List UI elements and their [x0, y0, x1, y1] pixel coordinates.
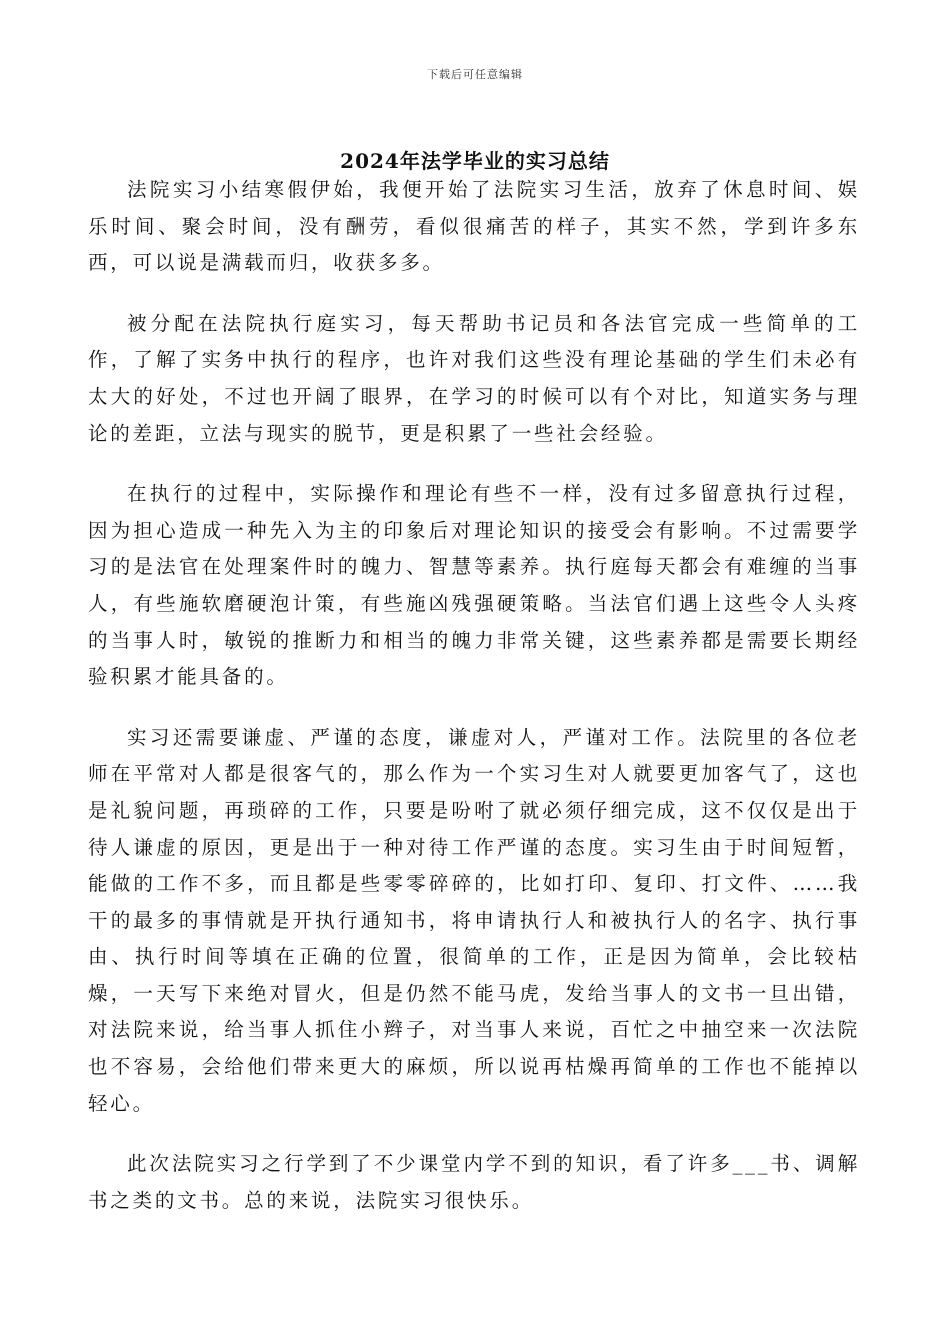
paragraph-2: 被分配在法院执行庭实习，每天帮助书记员和各法官完成一些简单的工作，了解了实务中执行的程序，也许对我们这些没有理论基础的学生们未必有太大的好处，不过也开阔了眼界，在学习的时候可以有个对比，知道实务与理论的差距，立法与现实的脱节，更是积累了一些社会经验。 [88, 311, 860, 445]
paragraph-4: 实习还需要谦虚、严谨的态度，谦虚对人，严谨对工作。法院里的各位老师在平常对人都是很客气的，那么作为一个实习生对人就要更加客气了，这也是礼貌问题，再琐碎的工作，只要是吩咐了就必须仔细完成，这不仅仅是出于待人谦虚的原因，更是出于一种对待工作严谨的态度。实习生由于时间短暂，能做的工作不多，而且都是些零零碎碎的，比如打印、复印、打文件、……我干的最多的事情就是开执行通知书，将申请执行人和被执行人的名字、执行事由、执行时间等填在正确的位置，很简单的工作，正是因为简单，会比较枯燥，一天写下来绝对冒火，但是仍然不能马虎，发给当事人的文书一旦出错，对法院来说，给当事人抓住小辫子，对当事人来说，百忙之中抽空来一次法院也不容易，会给他们带来更大的麻烦，所以说再枯燥再简单的工作也不能掉以轻心。 [88, 725, 860, 1115]
header-note: 下载后可任意编辑 [427, 68, 523, 81]
paragraph-1: 法院实习小结寒假伊始，我便开始了法院实习生活，放弃了休息时间、娱乐时间、聚会时间，没有酬劳，看似很痛苦的样子，其实不然，学到许多东西，可以说是满载而归，收获多多。 [88, 178, 860, 275]
paragraph-3: 在执行的过程中，实际操作和理论有些不一样，没有过多留意执行过程，因为担心造成一种先入为主的印象后对理论知识的接受会有影响。不过需要学习的是法官在处理案件时的魄力、智慧等素养。执行庭每天都会有难缠的当事人，有些施软磨硬泡计策，有些施凶残强硬策略。当法官们遇上这些令人头疼的当事人时，敏锐的推断力和相当的魄力非常关键，这些素养都是需要长期经验积累才能具备的。 [88, 482, 860, 689]
document-title: 2024年法学毕业的实习总结 [340, 149, 610, 173]
paragraph-5: 此次法院实习之行学到了不少课堂内学不到的知识，看了许多___书、调解书之类的文书。总的来说，法院实习很快乐。 [88, 1152, 860, 1212]
document-body [88, 172, 860, 1243]
